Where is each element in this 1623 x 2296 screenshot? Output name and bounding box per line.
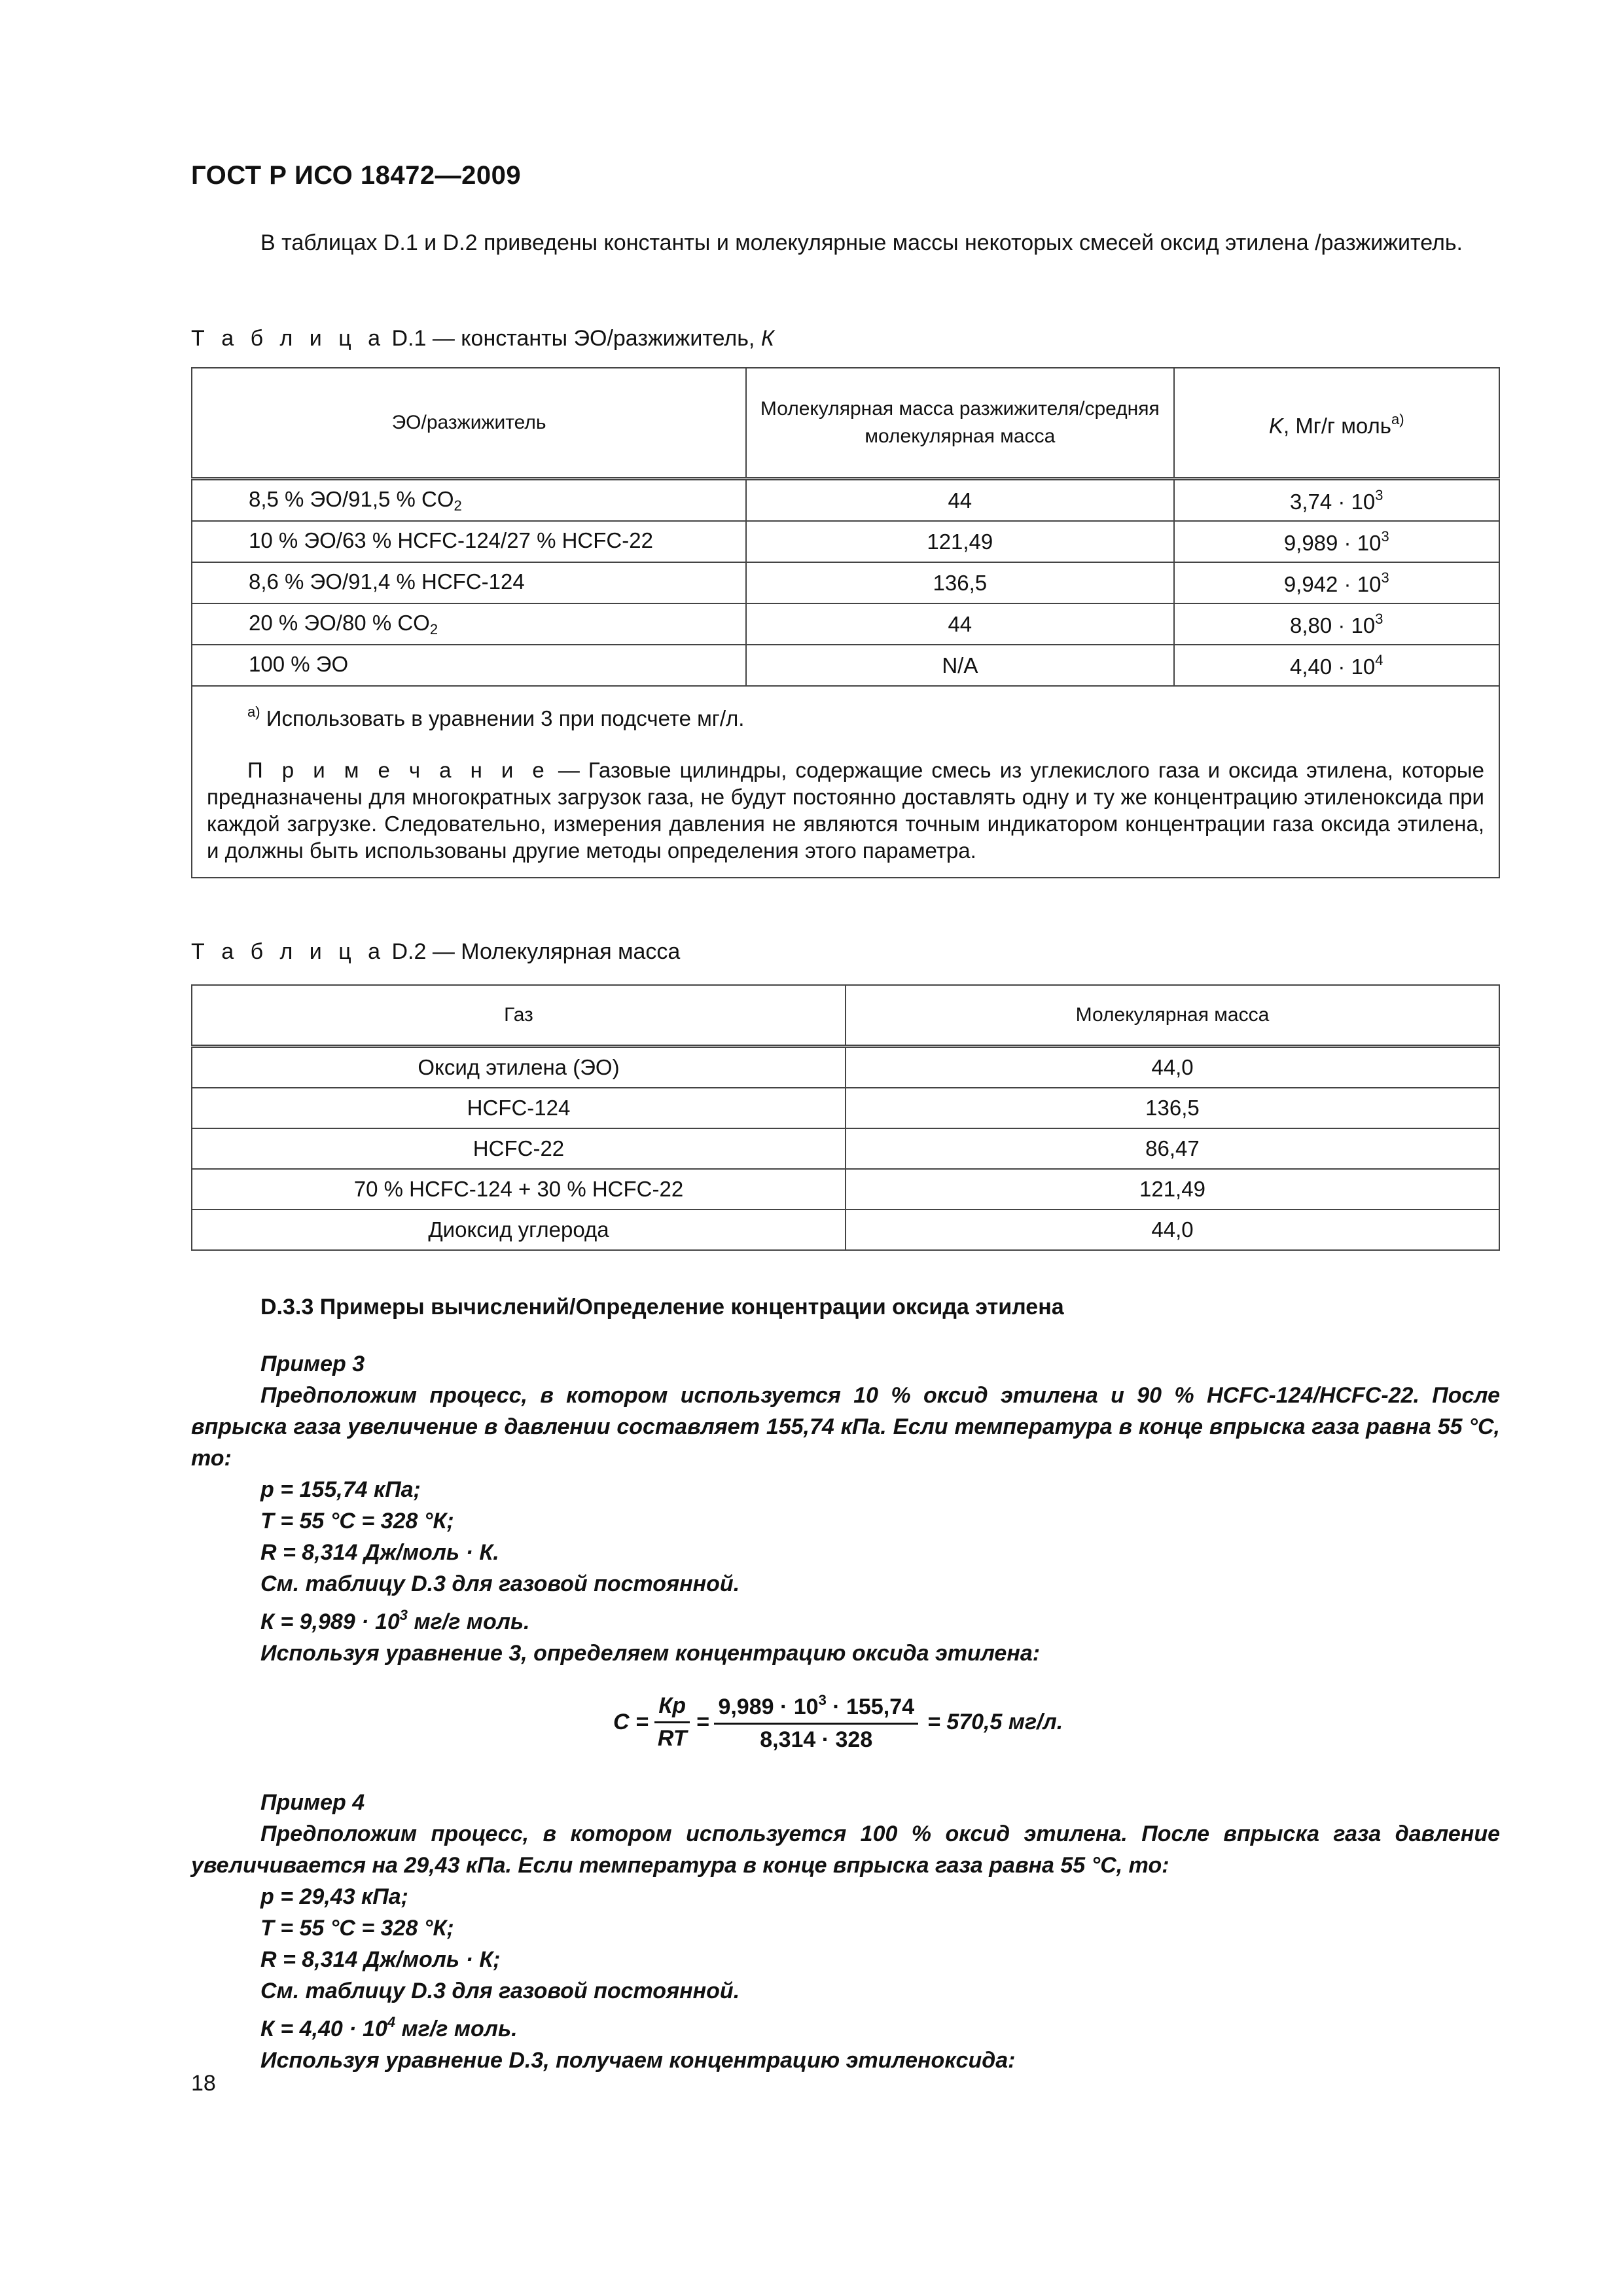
table2-cell-gas: 70 % HCFC-124 + 30 % HCFC-22	[192, 1169, 846, 1210]
example4-temperature: Т = 55 °С = 328 °К;	[260, 1916, 454, 1941]
page-number: 18	[191, 2071, 216, 2096]
table1-cell-mixture: 20 % ЭО/80 % $CO_2$	[192, 603, 746, 645]
table1-cell-mass: 44	[746, 603, 1173, 645]
table2-caption	[191, 939, 680, 965]
table1-footnote: $^{а)}$ Использовать в уравнении 3 при подсчете мг/л.	[247, 704, 745, 730]
table2-caption-text: D.2 — Молекулярная масса	[385, 939, 681, 964]
table1-cell-mixture: 100 % ЭО	[192, 645, 746, 686]
table2-caption-prefix: Т а б л и ц а	[191, 939, 386, 964]
formula-result: = 570,5 мг/л.	[927, 1710, 1063, 1734]
table1-cell-k: $3,74 \cdot 10^3$	[1174, 479, 1499, 522]
table1-note: П р и м е ч а н и е — Газовые цилиндры, содержащие смесь из углекислого газа и оксида этилена, которые предназначены для многократных загрузок газа, не будут постоянно доставлять одну и ту же концентрацию этиленоксида при каждой загрузке. Следовательно, измерения давления не являются точным индикатором концентрации газа оксида этилена, и должны быть использованы другие методы определения этого параметра.	[207, 758, 1484, 863]
section-heading: D.3.3 Примеры вычислений/Определение концентрации оксида этилена	[260, 1295, 1064, 1319]
example3-formula	[613, 1692, 1063, 1753]
table1-footnote-cell	[192, 686, 1499, 878]
formula-denominator: RT	[657, 1726, 687, 1751]
table2-cell-mass: 136,5	[846, 1088, 1499, 1128]
table1-cell-k: $8,80 \cdot 10^3$	[1174, 603, 1499, 645]
table1-caption-prefix: Т а б л и ц а	[191, 326, 386, 351]
table1-cell-mixture: 10 % ЭО/63 % HCFC-124/27 % HCFC-22	[192, 521, 746, 562]
example3-see-table: См. таблицу D.3 для газовой постоянной.	[260, 1571, 740, 1596]
table1-cell-mass: N/A	[746, 645, 1173, 686]
example4-block	[191, 1787, 1500, 2076]
formula-numerator: $9,989 \cdot 10^3 \cdot 155,74$	[714, 1692, 918, 1725]
table-row	[192, 562, 1499, 603]
example3-use-equation: Используя уравнение 3, определяем концентрацию оксида этилена:	[260, 1641, 1041, 1666]
table-row	[192, 645, 1499, 686]
table1-cell-k: $9,989 \cdot 10^3$	[1174, 521, 1499, 562]
table1-cell-k: $4,40 \cdot 10^4$	[1174, 645, 1499, 686]
table1-cell-mass: 121,49	[746, 521, 1173, 562]
table2-cell-mass: 121,49	[846, 1169, 1499, 1210]
table-row	[192, 521, 1499, 562]
example3-k-value: $К = 9,989 \cdot 10^3$ мг/г моль.	[260, 1607, 530, 1634]
table1-header-k: K, Мг/г моль$^{а)}$	[1174, 368, 1499, 479]
table1-cell-mixture: 8,5 % ЭО/91,5 % $CO_2$	[192, 479, 746, 522]
example4-pressure: р = 29,43 кПа;	[260, 1884, 408, 1909]
formula-fraction-numeric	[714, 1692, 918, 1753]
table-row	[192, 1088, 1499, 1128]
table2-cell-mass: 86,47	[846, 1128, 1499, 1169]
example4-see-table: См. таблицу D.3 для газовой постоянной.	[260, 1979, 740, 2003]
formula-lhs: С =	[613, 1710, 649, 1734]
table1-header-molar-mass: Молекулярная масса разжижителя/средняя молекулярная масса	[746, 368, 1173, 479]
table-row	[192, 479, 1499, 522]
intro-paragraph: В таблицах D.1 и D.2 приведены константы и молекулярные массы некоторых смесей оксид этилена /разжижитель.	[260, 230, 1463, 255]
formula-fraction-symbolic	[654, 1693, 691, 1751]
table1-caption-text: D.1 — константы ЭО/разжижитель,	[385, 326, 761, 351]
table2-cell-mass: 44,0	[846, 1047, 1499, 1088]
example3-text: Предположим процесс, в котором используется 10 % оксид этилена и 90 % HCFC-124/HCFC-22. После впрыска газа увеличение в давлении составляет 155,74 кПа. Если температура в конце впрыска газа равна 55 °С, то:	[191, 1383, 1500, 1471]
table2-header-gas: Газ	[192, 985, 846, 1047]
table2-cell-gas: HCFC-124	[192, 1088, 846, 1128]
table-row	[192, 603, 1499, 645]
table1-cell-mass: 44	[746, 479, 1173, 522]
table1-cell-k: $9,942 \cdot 10^3$	[1174, 562, 1499, 603]
example4-text: Предположим процесс, в котором используется 100 % оксид этилена. После впрыска газа давление увеличивается на 29,43 кПа. Если температура в конце впрыска газа равна 55 °С, то:	[191, 1821, 1500, 1878]
table2-header-molar-mass: Молекулярная масса	[846, 985, 1499, 1047]
table1-header-mixture: ЭО/разжижитель	[192, 368, 746, 479]
formula-numerator: Кр	[654, 1693, 690, 1723]
table-row	[192, 1128, 1499, 1169]
table-d1	[191, 367, 1500, 878]
example3-gas-constant: R = 8,314 Дж/моль · К.	[260, 1540, 499, 1565]
table2-cell-mass: 44,0	[846, 1210, 1499, 1250]
example3-temperature: Т = 55 °С = 328 °К;	[260, 1509, 454, 1534]
table1-cell-mixture: 8,6 % ЭО/91,4 % HCFC-124	[192, 562, 746, 603]
example4-k-value: $К = 4,40 \cdot 10^4$ мг/г моль.	[260, 2014, 518, 2041]
example4-gas-constant: R = 8,314 Дж/моль · К;	[260, 1947, 501, 1972]
table-row	[192, 1047, 1499, 1088]
table-row	[192, 1210, 1499, 1250]
table2-cell-gas: Оксид этилена (ЭО)	[192, 1047, 846, 1088]
table-d2	[191, 984, 1500, 1251]
formula-equals: =	[696, 1710, 709, 1734]
table2-cell-gas: Диоксид углерода	[192, 1210, 846, 1250]
table1-cell-mass: 136,5	[746, 562, 1173, 603]
table1-caption	[191, 326, 774, 351]
document-code-header: ГОСТ Р ИСО 18472—2009	[191, 161, 522, 190]
formula-denominator: 8,314 · 328	[760, 1727, 873, 1752]
example3-pressure: р = 155,74 кПа;	[260, 1477, 421, 1502]
example3-block	[191, 1348, 1500, 1669]
table-row	[192, 1169, 1499, 1210]
table2-cell-gas: HCFC-22	[192, 1128, 846, 1169]
example4-title: Пример 4	[260, 1790, 365, 1815]
example4-use-equation: Используя уравнение D.3, получаем концентрацию этиленоксида:	[260, 2048, 1016, 2073]
example3-title: Пример 3	[260, 1352, 365, 1376]
table1-caption-k: К	[760, 326, 774, 351]
